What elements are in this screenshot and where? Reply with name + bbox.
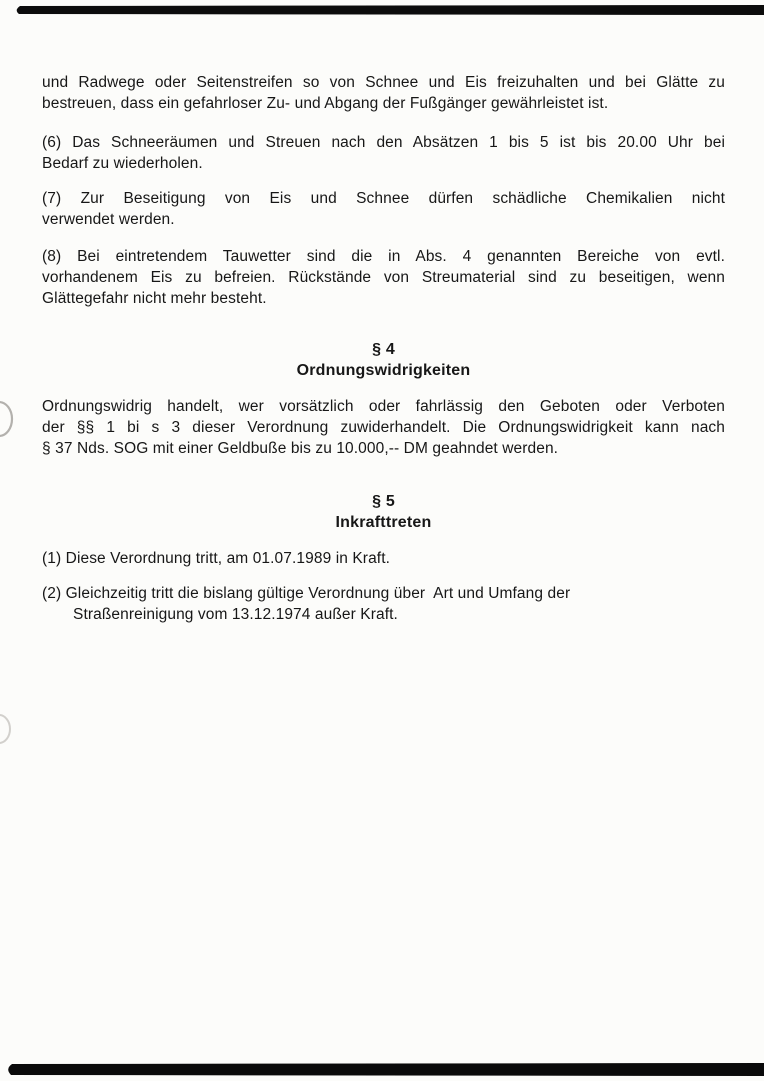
section-5-heading (42, 491, 725, 533)
document-line: (1) Diese Verordnung tritt, am 01.07.1989 in Kraft. (42, 550, 391, 567)
document-line: Straßenreinigung vom 13.12.1974 außer Kraft. (73, 606, 398, 623)
paragraph-8 (42, 246, 725, 309)
paragraph-7 (42, 188, 725, 230)
section-number: § 4 (372, 341, 395, 358)
section-number: § 5 (372, 493, 395, 510)
document-line: bestreuen, dass ein gefahrloser Zu- und Abgang der Fußgänger gewährleistet ist. (42, 95, 609, 112)
document-line: (7) Zur Beseitigung von Eis und Schnee dürfen schädliche Chemikalien nicht (42, 190, 725, 207)
document-line: verwendet werden. (42, 211, 175, 228)
punch-hole-mark-top (0, 398, 17, 440)
paragraph-intro (42, 72, 725, 114)
document-line: Bedarf zu wiederholen. (42, 155, 203, 172)
punch-hole-mark-bottom (0, 712, 15, 748)
section-5-paragraph-2 (42, 583, 725, 625)
document-line: (6) Das Schneeräumen und Streuen nach den Absätzen 1 bis 5 ist bis 20.00 Uhr bei (42, 134, 725, 151)
scanner-edge-bar-top (14, 5, 764, 15)
document-line: vorhandenem Eis zu befreien. Rückstände von Streumaterial sind zu beseitigen, wenn (42, 269, 725, 286)
section-5-paragraph-1 (42, 548, 725, 569)
document-line: der §§ 1 bi s 3 dieser Verordnung zuwiderhandelt. Die Ordnungswidrigkeit kann nach (42, 419, 725, 436)
section-title: Ordnungswidrigkeiten (296, 362, 471, 379)
document-line: § 37 Nds. SOG mit einer Geldbuße bis zu 10.000,-- DM geahndet werden. (42, 440, 559, 457)
section-4-body (42, 396, 725, 459)
section-title: Inkrafttreten (335, 514, 432, 531)
document-page (42, 72, 725, 625)
document-line: Glättegefahr nicht mehr besteht. (42, 290, 267, 307)
document-line: (8) Bei eintretendem Tauwetter sind die in Abs. 4 genannten Bereiche von evtl. (42, 248, 725, 265)
scanner-edge-bar-bottom (5, 1063, 764, 1076)
document-line: (2) Gleichzeitig tritt die bislang gültige Verordnung über Art und Umfang der (42, 585, 571, 602)
section-4-heading (42, 339, 725, 381)
paragraph-6 (42, 132, 725, 174)
document-line: Ordnungswidrig handelt, wer vorsätzlich oder fahrlässig den Geboten oder Verboten (42, 398, 725, 415)
document-line: und Radwege oder Seitenstreifen so von Schnee und Eis freizuhalten und bei Glätte zu (42, 74, 725, 91)
